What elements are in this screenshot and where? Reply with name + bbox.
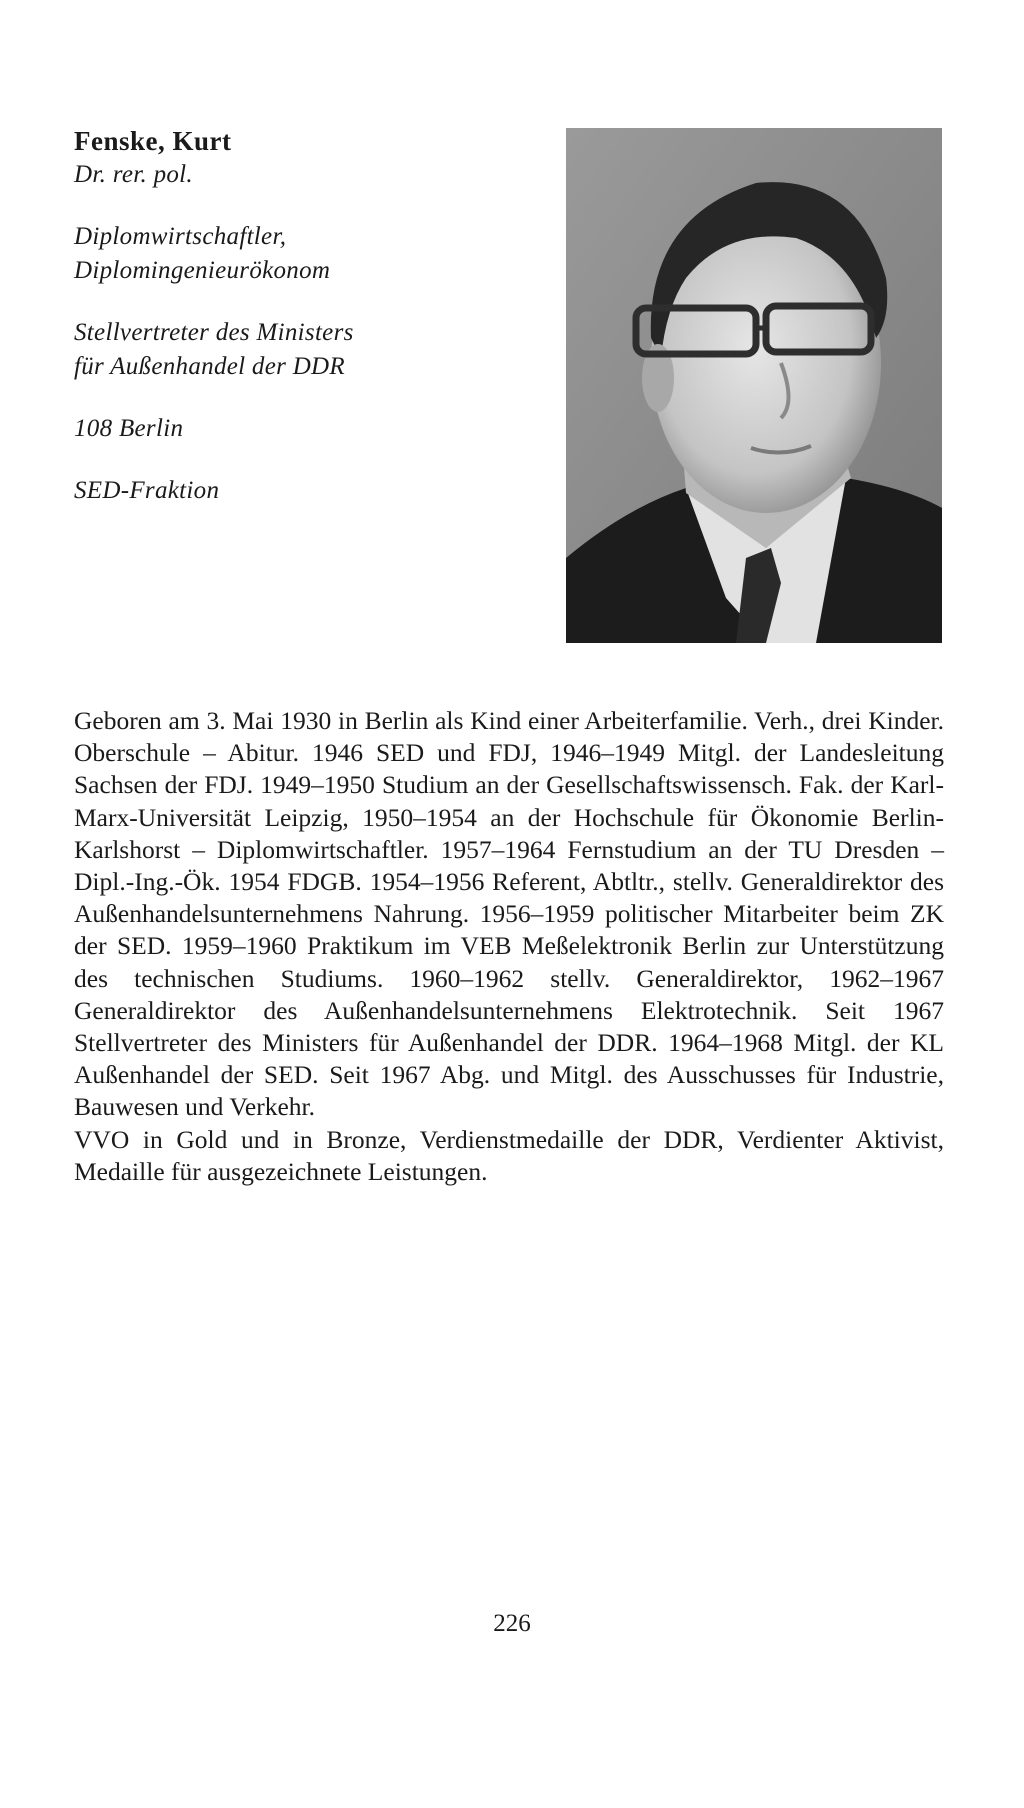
biography-text: Geboren am 3. Mai 1930 in Berlin als Kind einer Arbeiterfamilie. Verh., drei Kinder. Oberschule – Abitur. 1946 SED und FDJ, 1946–1949 Mitgl. der Landesleitung Sachsen der FDJ. 1949–1950 Studium an der Gesellschaftswissensch. Fak. der Karl-Marx-Universität Leipzig, 1950–1954 an der Hochschule für Ökonomie Berlin-Karlshorst – Diplomwirtschaftler. 1957–1964 Fernstudium an der TU Dresden – Dipl.-Ing.-Ök. 1954 FDGB. 1954–1956 Referent, Abtltr., stellv. Generaldirektor des Außenhandelsunternehmens Nahrung. 1956–1959 politischer Mitarbeiter beim ZK der SED. 1959–1960 Praktikum im VEB Meßelektronik Berlin zur Unterstützung des technischen Studiums. 1960–1962 stellv. Generaldirektor, 1962–1967 Generaldirektor des Außenhandelsunternehmens Elektrotechnik. Seit 1967 Stellvertreter des Ministers für Außenhandel der DDR. 1964–1968 Mitgl. der KL Außenhandel der SED. Seit 1967 Abg. und Mitgl. des Ausschusses für Industrie, Bauwesen und Verkehr. [74, 706, 944, 1122]
position-line-1: Stellvertreter des Ministers [74, 319, 354, 346]
profession-line-1: Diplomwirtschaftler, [74, 223, 287, 250]
person-header [74, 124, 534, 508]
academic-title: Dr. rer. pol. [74, 161, 193, 188]
page-number: 226 [493, 1610, 531, 1637]
faction: SED-Fraktion [74, 477, 220, 504]
profession-line-2: Diplomingenieurökonom [74, 257, 331, 284]
biography-section [74, 705, 944, 1188]
position-line-2: für Außenhandel der DDR [74, 353, 345, 380]
awards-text: VVO in Gold und in Bronze, Verdienstmedaille der DDR, Verdienter Aktivist, Medaille für ausgezeichnete Leistungen. [74, 1124, 944, 1186]
location: 108 Berlin [74, 415, 184, 442]
person-name: Fenske, Kurt [74, 126, 232, 156]
portrait-photo [566, 128, 942, 643]
